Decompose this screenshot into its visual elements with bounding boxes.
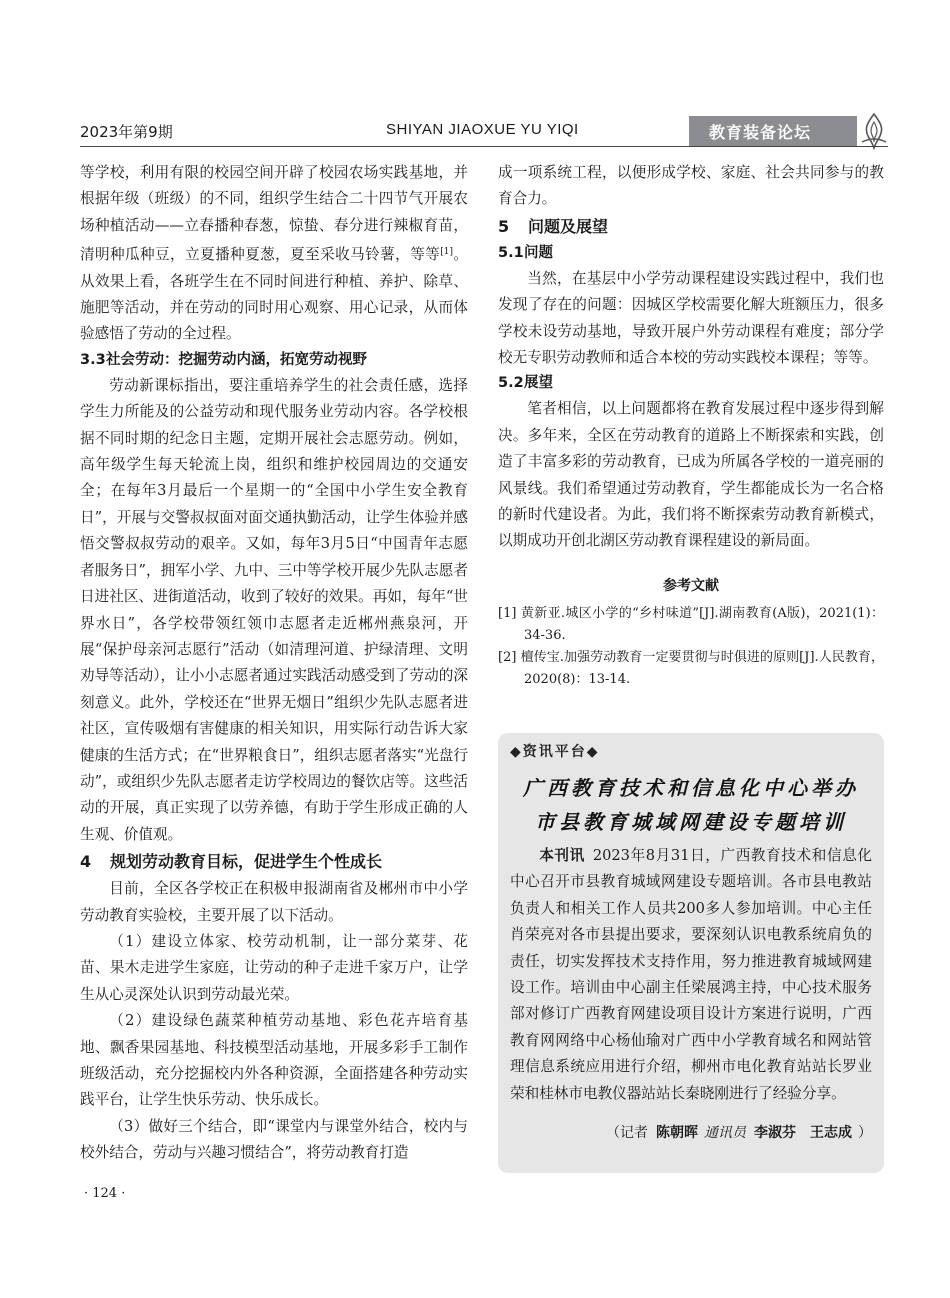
column-tab: 教育装备论坛 <box>689 116 857 146</box>
paragraph: 等学校，利用有限的校园空间开辟了校园农场实践基地，并根据年级（班级）的不同，组织学生结合二十四节气开展农场种植活动——立春播种春葱，惊蛰、春分进行辣椒育苗，清明种瓜种豆，立夏播种夏葱，夏至采收马铃薯，等等[1]。从效果上看，各班学生在不同时间进行种植、养护、除草、施肥等活动，并在劳动的同时用心观察、用心记录，从而体验感悟了劳动的全过程。 <box>80 164 468 343</box>
references-title: 参考文献 <box>663 577 719 594</box>
paragraph: 成一项系统工程，以便形成学校、家庭、社会共同参与的教育合力。 <box>498 164 884 208</box>
news-box <box>498 733 884 1173</box>
section-heading-5-1: 5.1问题 <box>498 244 553 261</box>
paragraph: （3）做好三个结合，即“课堂内与课堂外结合，校内与校外结合，劳动与兴趣习惯结合”，将劳动教育打造 <box>80 1117 468 1162</box>
journal-name: SHIYAN JIAOXUE YU YIQI <box>386 121 579 138</box>
section-heading-4: 4 规划劳动教育目标，促进学生个性成长 <box>80 852 383 872</box>
news-body: 本刊讯 2023年8月31日，广西教育技术和信息化中心召开市县教育城域网建设专题培训。各市县电教站负责人和相关工作人员共200多人参加培训。中心主任肖荣亮对各市县提出要求，要深刻认识电教系统肩负的责任，切实发挥技术支持作用，努力推进教育城域网建设工作。培训由中心副主任梁展鸿主持，中心技术服务部对修订广西教育网建设项目设计方案进行说明，广西教育网网络中心杨仙瑜对广西中小学教育域名和网站管理信息系统应用进行介绍，柳州市电化教育站站长罗业荣和桂林市电教仪器站站长秦晓刚进行了经验分享。 <box>510 847 872 1102</box>
paragraph: 笔者相信，以上问题都将在教育发展过程中逐步得到解决。多年来，全区在劳动教育的道路上不断探索和实践，创造了丰富多彩的劳动教育，已成为所属各学校的一道亮丽的风景线。我们希望通过劳动教育，学生都能成长为一名合格的新时代建设者。为此，我们将不断探索劳动教育新模式，以期成功开创北湖区劳动教育课程建设的新局面。 <box>498 400 884 550</box>
paragraph: （2）建设绿色蔬菜种植劳动基地、彩色花卉培育基地、飘香果园基地、科技模型活动基地，开展多彩手工制作班级活动，充分挖掘校内外各种资源，全面搭建各种劳动实践平台，让学生快乐劳动、快乐成长。 <box>80 1012 468 1109</box>
section-heading-5: 5 问题及展望 <box>498 216 609 236</box>
paragraph: 劳动新课标指出，要注重培养学生的社会责任感，选择学生力所能及的公益劳动和现代服务业劳动内容。各学校根据不同时期的纪念日主题，定期开展社会志愿劳动。例如，高年级学生每天轮流上岗，组织和维护校园周边的交通安全；在每年3月最后一个星期一的“全国中小学生安全教育日”，开展与交警叔叔面对面交通执勤活动，让学生体验并感悟交警叔叔劳动的艰辛。又如，每年3月5日“中国青年志愿者服务日”，拥军小学、九中、三中等学校开展少先队志愿者日进社区、进街道活动，收到了较好的效果。再如，每年“世界水日”，各学校带领红领巾志愿者走近郴州燕泉河，开展“保护母亲河志愿行”活动（如清理河道、护绿清理、文明劝导等活动），让小小志愿者通过实践活动感受到了劳动的深刻意义。此外，学校还在“世界无烟日”组织少先队志愿者进社区，宣传吸烟有害健康的相关知识，用实际行动告诉大家健康的生活方式；在“世界粮食日”，组织志愿者落实“光盘行动”，或组织少先队志愿者走访学校周边的餐饮店等。这些活动的开展，真正实现了以劳养德，有助于学生形成正确的人生观、价值观。 <box>80 376 468 843</box>
right-column <box>498 160 884 691</box>
paragraph: （1）建设立体家、校劳动机制，让一部分菜芽、花苗、果木走进学生家庭，让劳动的种子走进千家万户，让学生从心灵深处认识到劳动最光荣。 <box>80 932 468 1003</box>
left-column <box>80 160 468 1167</box>
citation-ref: [1] <box>440 247 453 258</box>
news-lead: 本刊讯 <box>539 847 585 864</box>
paragraph: 当然，在基层中小学劳动课程建设实践过程中，我们也发现了存在的问题：因城区学校需要化解大班额压力，很多学校未设劳动基地，导致开展户外劳动课程有难度；部分学校无专职劳动教师和适合本校的劳动实践校本课程；等等。 <box>498 269 884 367</box>
issue-label: 2023年第9期 <box>80 123 173 141</box>
section-heading-5-2: 5.2展望 <box>498 375 553 392</box>
reference-item: [2] 檀传宝.加强劳动教育一定要贯彻与时俱进的原则[J].人民教育，2020(8)：13-14. <box>498 650 884 688</box>
page-number: · 124 · <box>84 1186 126 1201</box>
header-rule <box>80 146 888 147</box>
paragraph: 目前，全区各学校正在积极申报湖南省及郴州市中小学劳动教育实验校，主要开展了以下活动。 <box>80 880 468 924</box>
section-heading-3-3: 3.3社会劳动：挖掘劳动内涵，拓宽劳动视野 <box>80 351 367 368</box>
news-byline: （记者 陈朝晖 通讯员 李淑芬 王志成 ） <box>606 1124 872 1141</box>
news-title: 广西教育技术和信息化中心举办 市县教育城域网建设专题培训 <box>523 776 859 834</box>
reference-item: [1] 黄新亚.城区小学的“乡村味道”[J].湖南教育(A版)，2021(1)：34-36. <box>498 606 884 644</box>
flame-logo-icon <box>860 112 888 150</box>
news-kicker: ◆资讯平台◆ <box>510 744 600 760</box>
